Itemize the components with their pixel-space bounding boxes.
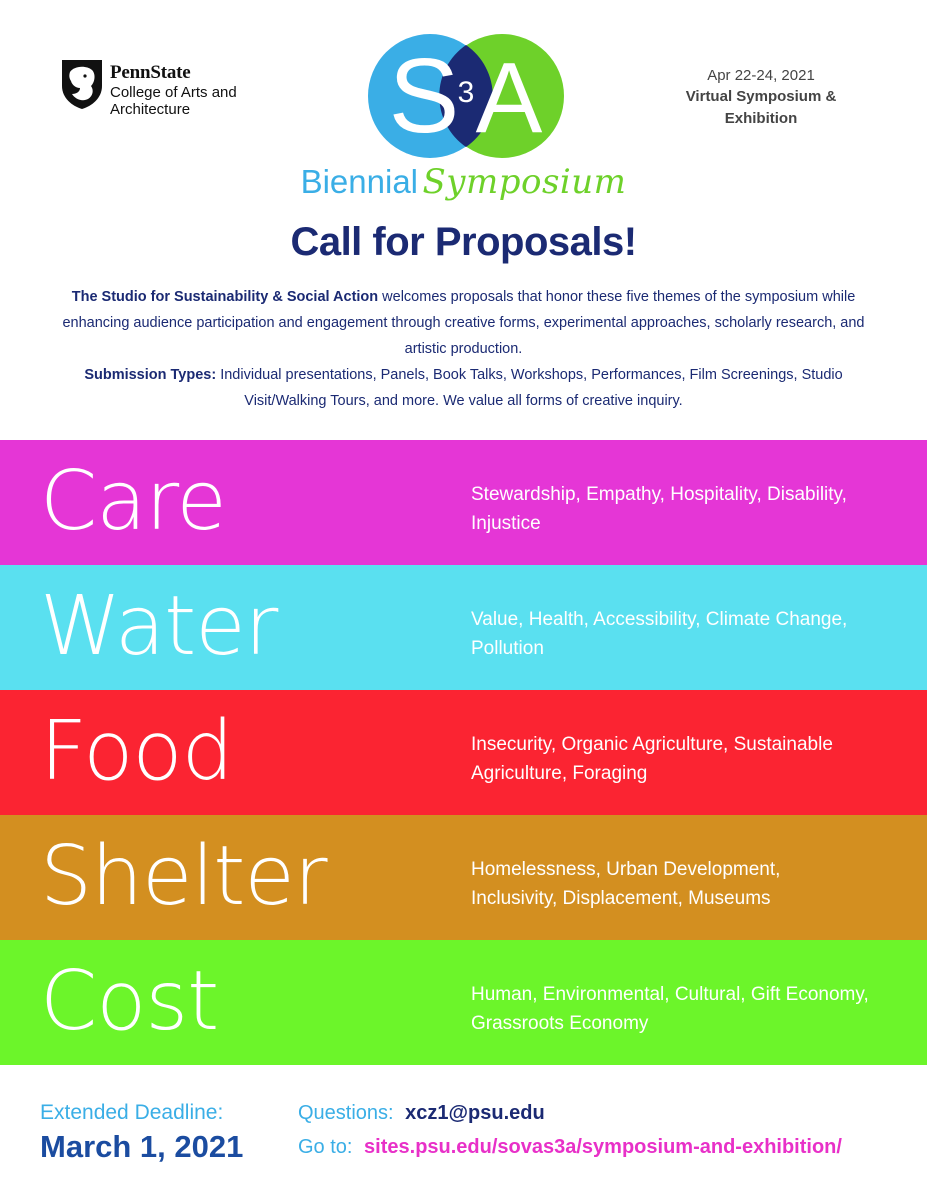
theme-description: Insecurity, Organic Agriculture, Sustainable Agriculture, Foraging <box>471 734 833 784</box>
theme-band-food <box>0 690 927 815</box>
theme-band-care <box>0 440 927 565</box>
theme-band-shelter <box>0 815 927 940</box>
theme-word: Care <box>40 454 226 549</box>
goto-row <box>298 1130 918 1164</box>
theme-description: Homelessness, Urban Development, Inclusivity, Displacement, Museums <box>471 859 781 909</box>
goto-label: Go to: <box>298 1136 353 1158</box>
org-name: The Studio for Sustainability & Social Action <box>71 289 379 305</box>
event-type: Virtual Symposium & Exhibition <box>685 88 837 127</box>
theme-description: Value, Health, Accessibility, Climate Change, Pollution <box>471 609 848 659</box>
s3a-logo-a: A <box>475 42 543 154</box>
intro-text <box>60 284 867 414</box>
themes-list <box>0 440 927 1065</box>
theme-word: Food <box>40 704 233 799</box>
submission-body: Individual presentations, Panels, Book Talks, Workshops, Performances, Film Screenings, Studio Visit/Walking Tours, and more. We value all forms of creative inquiry. <box>220 367 843 409</box>
event-info <box>661 66 861 130</box>
theme-description: Stewardship, Empathy, Hospitality, Disability, Injustice <box>471 484 847 534</box>
biennial-text: Biennial <box>300 163 419 200</box>
symposium-text: Symposium <box>422 162 627 202</box>
theme-band-water <box>0 565 927 690</box>
questions-row <box>298 1096 918 1130</box>
theme-band-cost <box>0 940 927 1065</box>
questions-label: Questions: <box>298 1102 394 1124</box>
pennstate-logo <box>60 58 250 118</box>
event-date: Apr 22-24, 2021 <box>707 67 815 84</box>
biennial-symposium-heading <box>0 162 927 212</box>
theme-description: Human, Environmental, Cultural, Gift Economy, Grassroots Economy <box>471 984 869 1034</box>
s3a-logo-number: 3 <box>457 76 475 109</box>
page-title: Call for Proposals! <box>290 220 637 264</box>
theme-word: Cost <box>40 954 219 1049</box>
s3a-logo-s: S <box>388 37 460 155</box>
institution-brand: PennState <box>110 62 191 83</box>
website-link[interactable]: sites.psu.edu/sovas3a/symposium-and-exhibition/ <box>364 1136 842 1158</box>
submission-label: Submission Types: <box>84 367 217 383</box>
contact-block <box>298 1096 918 1164</box>
s3a-logo <box>366 28 566 160</box>
theme-word: Water <box>40 579 278 674</box>
nittany-lion-shield-icon <box>60 58 104 110</box>
deadline-block <box>40 1100 280 1166</box>
deadline-date: March 1, 2021 <box>40 1129 244 1164</box>
intro-body: welcomes proposals that honor these five themes of the symposium while enhancing audience participation and engagement through creative forms, experimental approaches, scholarly research, and artistic production. <box>62 289 865 357</box>
theme-word: Shelter <box>40 829 327 924</box>
institution-subtitle: College of Arts and Architecture <box>110 84 237 118</box>
deadline-label: Extended Deadline: <box>40 1101 224 1124</box>
contact-email-link[interactable]: xcz1@psu.edu <box>405 1102 545 1124</box>
